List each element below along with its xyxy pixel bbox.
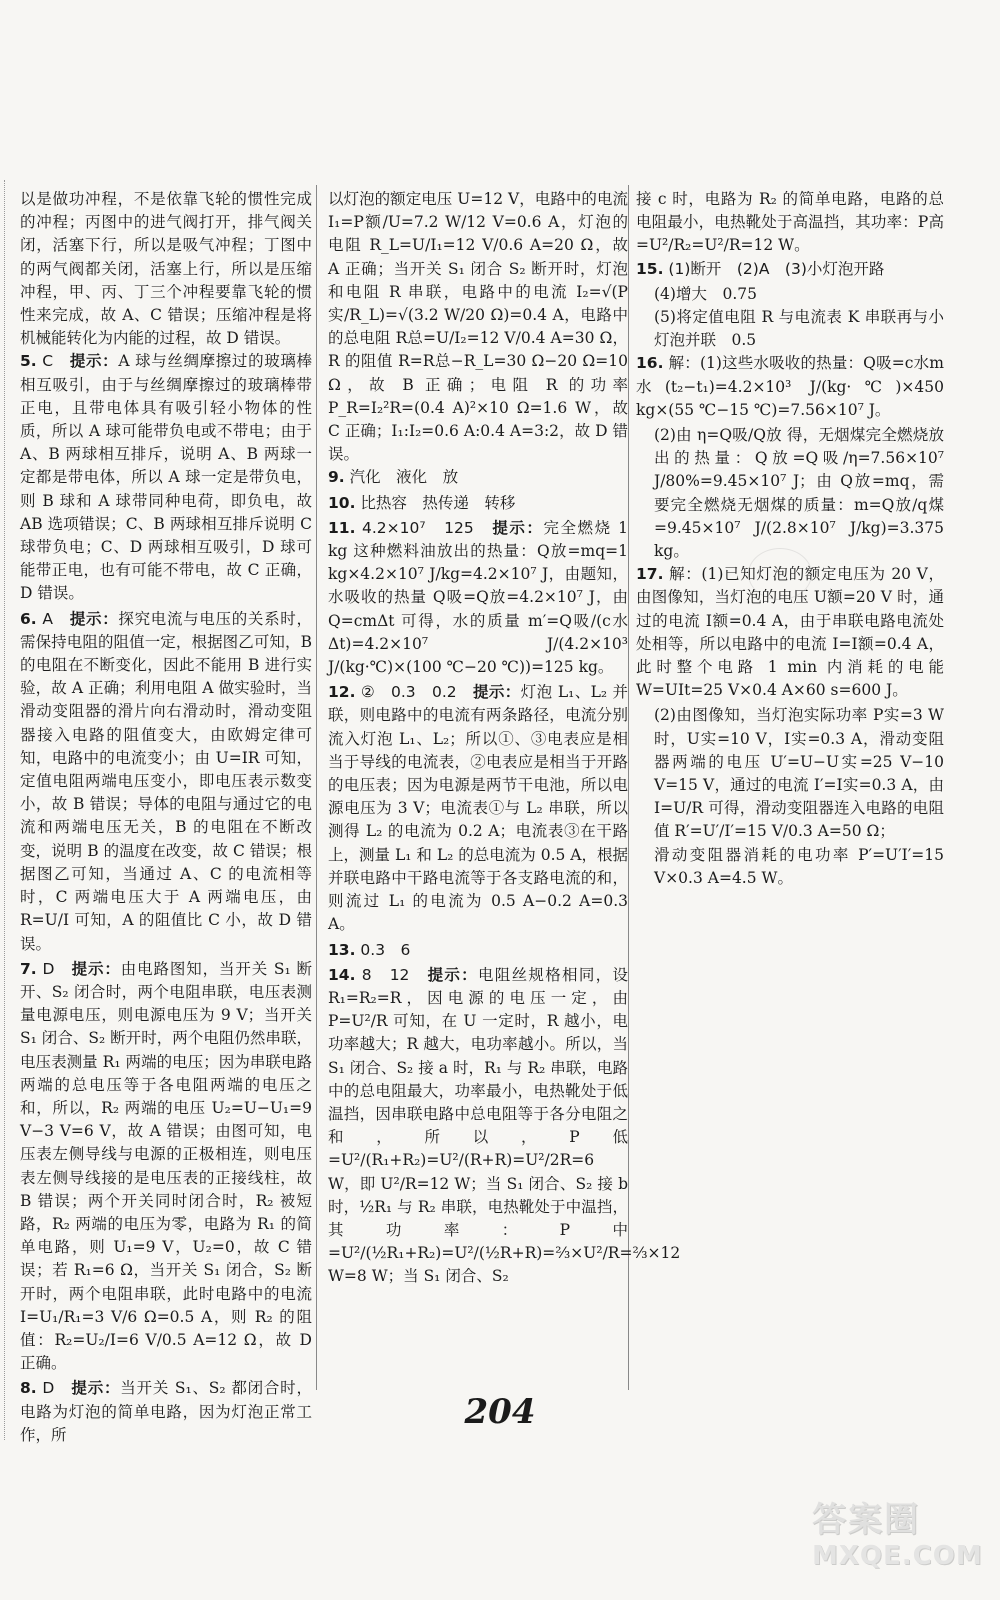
answer-item bbox=[328, 939, 628, 962]
answer-choice: ② 0.3 0.2 bbox=[360, 683, 457, 702]
answer-choice: A bbox=[42, 609, 53, 628]
answer-choice: 比热容 热传递 转移 bbox=[360, 493, 516, 512]
answer-subpart: (4)增大 0.75 bbox=[654, 284, 757, 303]
answer-choice: 0.3 6 bbox=[360, 940, 411, 959]
answer-item bbox=[636, 352, 944, 422]
question-number: 11. bbox=[328, 518, 356, 537]
faint-stamp bbox=[748, 548, 812, 600]
hint-label: 提示： bbox=[492, 518, 544, 537]
question-number: 13. bbox=[328, 940, 356, 959]
answer-item bbox=[20, 350, 312, 605]
hint-label: 提示： bbox=[69, 609, 119, 628]
answer-subpart: (2)由图像知，当灯泡实际功率 P实=3 W 时，U实=10 V，I实=0.3 A，滑动变阻器两端的电压 U′=U−U实=25 V−10 V=15 V，通过的电流 I′=I实=0.3 A，由 I=U/R 可得，滑动变阻器连入电路的电阻值 R′=U′/I′=15 V/0.3 A=50 Ω； bbox=[654, 706, 944, 841]
explanation-text: 由电路图知，当开关 S₁ 断开、S₂ 闭合时，两个电阻串联，电压表测量电源电压，则电源电压为 9 V；当开关 S₁ 闭合、S₂ 断开时，两个电阻仍然串联，电压表测量 R₁ 两端的电压；因为串联电路两端的总电压等于各电阻两端的电压之和，所以，R₂ 两端的电压 U₂=U−U₁=9 V−3 V=6 V，故 A 错误；由图可知，电压表左侧导线与电源的正极相连，则电压表左侧导线接的是电压表的正接线柱，故 B 错误；两个开关同时闭合时，R₂ 被短路，R₂ 两端的电压为零，电路为 R₁ 的简单电路，则 U₁=9 V，U₂=0，故 C 错误；若 R₁=6 Ω，当开关 S₁ 闭合，S₂ 断开时，两个电阻串联，此时电路中的电流 I=U₁/R₁=3 V/6 Ω=0.5 A，则 R₂ 的阻值：R₂=U₂/I=6 V/0.5 A=12 Ω，故 D 正确。 bbox=[20, 959, 312, 1373]
answer-item bbox=[328, 681, 628, 936]
binding-edge bbox=[4, 180, 11, 1440]
question-number: 5. bbox=[20, 352, 37, 371]
answer-subpart: 滑动变阻器消耗的电功率 P′=U′I′=15 V×0.3 A=4.5 W。 bbox=[654, 845, 944, 887]
explanation-text: (1)已知灯泡的额定电压为 20 V，由图像知，当灯泡的电压 U额=20 V 时，通过的电流 I额=0.4 A，由于串联电路电流处处相等，所以电路中的电流 I=I额=0.4 A，此时整个电路 1 min 内消耗的电能 W=UIt=25 V×0.4 A×60 s=600 J。 bbox=[636, 565, 944, 700]
question-number: 16. bbox=[636, 354, 664, 373]
answer-subpart: (2)由 η=Q吸/Q放 得，无烟煤完全燃烧放出的热量：Q放=Q吸/η=7.56×10⁷ J/80%=9.45×10⁷ J；由 Q放=mq，需要完全燃烧无烟煤的质量：m=Q放/q煤=9.45×10⁷ J/(2.8×10⁷ J/kg)=3.375 kg。 bbox=[654, 426, 944, 561]
answer-subpart: (5)将定值电阻 R 与电流表 K 串联再与小灯泡并联 0.5 bbox=[654, 308, 944, 350]
column-1 bbox=[20, 188, 312, 1449]
explanation-text: 当开关 S₁、S₂ 都闭合时，电路为灯泡的简单电路，因为灯泡正常工作，所 bbox=[20, 1379, 312, 1444]
answer-item bbox=[636, 258, 944, 281]
answer-item bbox=[328, 964, 681, 1289]
answer-choice: C bbox=[42, 352, 54, 371]
column-divider bbox=[628, 185, 629, 1390]
explanation-text: 电阻丝规格相同，设 R₁=R₂=R，因电源的电压一定，由 P=U²/R 可知，在 U 一定时，R 越小，电功率越大；R 越大，电功率越小。所以，当 S₁ 闭合、S₂ 接 a 时，R₁ 与 R₂ 串联，电路中的总电阻最大，功率最小，电热靴处于低温挡，因串联电路中总电阻等于各分电阻之和，所以，P低=U²/(R₁+R₂)=U²/(R+R)=U²/2R=6 W，即 U²/R=12 W；当 S₁ 闭合、S₂ 接 b 时，½R₁ 与 R₂ 串联，电热靴处于中温挡，其功率：P中=U²/(½R₁+R₂)=U²/(½R+R)=⅔×U²/R=⅔×12 W=8 W；当 S₁ 闭合、S₂ bbox=[328, 965, 681, 1286]
answer-item bbox=[328, 517, 628, 679]
continued-text: 以灯泡的额定电压 U=12 V，电路中的电流 I₁=P额/U=7.2 W/12 V=0.6 A，灯泡的电阻 R_L=U/I₁=12 V/0.6 A=20 Ω，故 A 正确；当开关 S₁ 闭合 S₂ 断开时，灯泡和电阻 R 串联，电路中的电流 I₂=√(P实/R_L)=√(3.2 W/20 Ω)=0.4 A，电路中的总电阻 R总=U/I₂=12 V/0.4 A=30 Ω，R 的阻值 R=R总−R_L=30 Ω−20 Ω=10 Ω，故 B 正确；电阻 R 的功率 P_R=I₂²R=(0.4 A)²×10 Ω=1.6 W，故 C 正确；I₁:I₂=0.6 A:0.4 A=3:2，故 D 错误。 bbox=[328, 190, 628, 464]
answer-item bbox=[328, 466, 628, 489]
answer-choice: D bbox=[42, 1379, 55, 1398]
question-number: 12. bbox=[328, 683, 356, 702]
hint-label: 提示： bbox=[71, 1379, 121, 1398]
answer-item bbox=[20, 608, 312, 956]
question-number: 14. bbox=[328, 965, 356, 984]
continued-text: 接 c 时，电路为 R₂ 的简单电路，电路的总电阻最小，电热靴处于高温挡，其功率：P高=U²/R₂=U²/R=12 W。 bbox=[636, 190, 944, 255]
column-divider bbox=[316, 185, 317, 1390]
page-number: 204 bbox=[464, 1392, 536, 1432]
answer-item bbox=[328, 492, 628, 515]
question-number: 17. bbox=[636, 565, 664, 584]
watermark bbox=[812, 1492, 982, 1588]
explanation-text: A 球与丝绸摩擦过的玻璃棒相互吸引，由于与丝绸摩擦过的玻璃棒带正电，且带电体具有吸引轻小物体的性质，所以 A 球可能带负电或不带电；由于 A、B 两球相互排斥，说明 A、B 两球一定都是带电体，所以 A 球一定是带负电，则 B 球和 A 球带同种电荷，即负电，故 AB 选项错误；C、B 两球相互排斥说明 C 球带负电；C、D 两球相互吸引，D 球可能带正电，也有可能不带电，故 C 正确，D 错误。 bbox=[20, 352, 312, 603]
answer-choice: (1)断开 (2)A (3)小灯泡开路 bbox=[668, 259, 885, 278]
answer-choice: 4.2×10⁷ 125 bbox=[361, 518, 474, 537]
question-number: 15. bbox=[636, 259, 664, 278]
answer-choice: D bbox=[42, 959, 55, 978]
question-number: 9. bbox=[328, 468, 345, 487]
hint-label: 提示： bbox=[472, 683, 521, 702]
column-3 bbox=[636, 188, 944, 890]
explanation-text: 灯泡 L₁、L₂ 并联，则电路中的电流有两条路径，电流分别流入灯泡 L₁、L₂；所以①、③电表应是相当于导线的电流表，②电表应是相当于开路的电压表；因为电源是两节干电池，所以电源电压为 3 V；电流表①与 L₂ 串联，所以测得 L₂ 的电流为 0.2 A；电流表③在干路上，测量 L₁ 和 L₂ 的总电流为 0.5 A，根据并联电路中干路电流等于各支路电流的和，则流过 L₁ 的电流为 0.5 A−0.2 A=0.3 A。 bbox=[328, 683, 628, 934]
explanation-text: (1)这些水吸收的热量：Q吸=c水m水(t₂−t₁)=4.2×10³ J/(kg·℃)×450 kg×(55 ℃−15 ℃)=7.56×10⁷ J。 bbox=[636, 354, 944, 419]
hint-label: 提示： bbox=[427, 965, 478, 984]
explanation-text: 完全燃烧 1 kg 这种燃料油放出的热量：Q放=mq=1 kg×4.2×10⁷ J/kg=4.2×10⁷ J，由题知，水吸收的热量 Q吸=Q放=4.2×10⁷ J，由 Q=cmΔt 可得，水的质量 m′=Q吸/(c水Δt)=4.2×10⁷ J/(4.2×10³ J/(kg·℃)×(100 ℃−20 ℃))=125 kg。 bbox=[328, 518, 628, 677]
question-number: 8. bbox=[20, 1379, 37, 1398]
question-number: 7. bbox=[20, 959, 37, 978]
answer-choice: 8 12 bbox=[361, 965, 410, 984]
answer-choice: 汽化 液化 放 bbox=[349, 468, 459, 487]
watermark-logo: 答案圈 bbox=[812, 1500, 920, 1540]
answer-item bbox=[20, 958, 312, 1376]
continued-text: 以是做功冲程，不是依靠飞轮的惯性完成的冲程；丙图中的进气阀打开，排气阀关闭，活塞下行，所以是吸气冲程；丁图中的两气阀都关闭，活塞上行，所以是压缩冲程，甲、丙、丁三个冲程要靠飞轮的惯性来完成，故 A、C 错误；压缩冲程是将机械能转化为内能的过程，故 D 错误。 bbox=[20, 190, 312, 348]
hint-label: 提示： bbox=[71, 959, 121, 978]
explanation-text: 探究电流与电压的关系时，需保持电阻的阻值一定，根据图乙可知，B 的电阻在不断变化，因此不能用 B 进行实验，故 A 正确；利用电阻 A 做实验时，当滑动变阻器的滑片向右滑动时，滑动变阻器接入电路的阻值变大，由欧姆定律可知，电路中的电流变小；由 U=IR 可知，定值电阻两端电压变小，即电压表示数变小，故 B 错误；导体的电阻与通过它的电流和两端电压无关，B 的电阻在不断改变，说明 B 的温度在改变，故 C 错误；根据图乙可知，当通过 A、C 的电流相等时，C 两端电压大于 A 两端电压，由 R=U/I 可知，A 的阻值比 C 小，故 D 错误。 bbox=[20, 609, 312, 953]
question-number: 10. bbox=[328, 493, 356, 512]
answer-choice: 解： bbox=[668, 354, 700, 373]
watermark-url: MXQE.COM bbox=[812, 1541, 983, 1571]
hint-label: 提示： bbox=[69, 352, 119, 371]
answer-choice: 解： bbox=[669, 565, 702, 584]
question-number: 6. bbox=[20, 609, 37, 628]
